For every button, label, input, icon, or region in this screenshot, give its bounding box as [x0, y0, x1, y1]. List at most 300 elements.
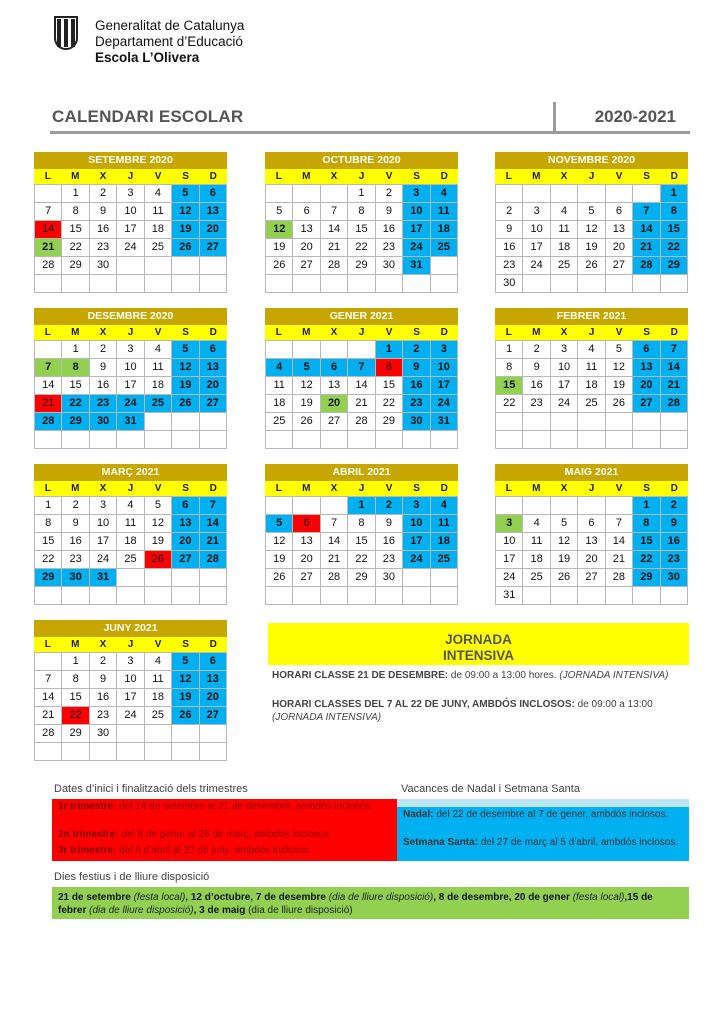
- weekday-label: J: [127, 327, 134, 338]
- day-cell: 6: [293, 515, 320, 533]
- day-cell: 25: [523, 569, 550, 587]
- weekday-label: J: [127, 171, 134, 182]
- day-cell: 28: [200, 551, 227, 569]
- festiu-1: 21 de setembre: [58, 892, 131, 903]
- day-cell: 16: [90, 221, 117, 239]
- empty-cell: [578, 587, 605, 605]
- day-cell: 15: [376, 377, 403, 395]
- day-cell: 28: [661, 395, 688, 413]
- weekday-label: S: [413, 327, 420, 338]
- weekday-label: D: [209, 327, 217, 338]
- day-cell: 28: [35, 413, 62, 431]
- empty-cell: [200, 569, 227, 587]
- day-grid: [495, 496, 688, 605]
- day-cell: 11: [117, 515, 144, 533]
- empty-cell: [578, 185, 605, 203]
- empty-cell: [606, 275, 633, 293]
- day-cell: 6: [293, 203, 320, 221]
- empty-cell: [523, 587, 550, 605]
- festiu-1-note: (festa local): [130, 892, 186, 903]
- empty-cell: [496, 413, 523, 431]
- day-cell: 28: [348, 413, 375, 431]
- trimestre-2: [58, 829, 388, 841]
- day-cell: 4: [523, 515, 550, 533]
- day-cell: 25: [266, 413, 293, 431]
- trimestre-3: [58, 845, 388, 857]
- empty-cell: [633, 413, 660, 431]
- day-cell: 29: [62, 413, 89, 431]
- month-calendar: [265, 152, 458, 293]
- day-cell: 6: [200, 653, 227, 671]
- day-cell: 14: [633, 221, 660, 239]
- day-cell: 1: [661, 185, 688, 203]
- weekday-label: J: [588, 171, 595, 182]
- day-cell: 27: [200, 395, 227, 413]
- day-cell: 20: [293, 551, 320, 569]
- day-cell: 22: [62, 707, 89, 725]
- day-cell: 26: [172, 239, 199, 257]
- day-cell: 17: [117, 377, 144, 395]
- month-name: ABRIL 2021: [265, 464, 458, 481]
- empty-cell: [90, 587, 117, 605]
- day-cell: 13: [200, 671, 227, 689]
- day-cell: 10: [496, 533, 523, 551]
- day-cell: 8: [348, 203, 375, 221]
- day-cell: 2: [523, 341, 550, 359]
- day-cell: 15: [661, 221, 688, 239]
- empty-cell: [293, 275, 320, 293]
- empty-cell: [172, 587, 199, 605]
- day-cell: 19: [266, 551, 293, 569]
- header-line-1: Generalitat de Catalunya: [95, 18, 245, 33]
- weekday-label: D: [209, 171, 217, 182]
- day-cell: 12: [606, 359, 633, 377]
- day-cell: 3: [117, 185, 144, 203]
- day-cell: 26: [172, 395, 199, 413]
- day-cell: 18: [431, 221, 458, 239]
- day-cell: 8: [62, 203, 89, 221]
- day-cell: 16: [90, 689, 117, 707]
- weekday-label: S: [643, 171, 650, 182]
- empty-cell: [551, 587, 578, 605]
- empty-cell: [62, 431, 89, 449]
- jornada-title-2: INTENSIVA: [442, 648, 514, 663]
- day-cell: 14: [606, 533, 633, 551]
- day-cell: 25: [145, 395, 172, 413]
- weekday-label: D: [670, 171, 678, 182]
- day-cell: 28: [35, 257, 62, 275]
- day-cell: 11: [431, 203, 458, 221]
- day-grid: [34, 340, 227, 449]
- day-cell: 28: [321, 569, 348, 587]
- month-name: SETEMBRE 2020: [34, 152, 227, 169]
- day-cell: 14: [321, 221, 348, 239]
- day-cell: 15: [62, 689, 89, 707]
- day-cell: 12: [551, 533, 578, 551]
- day-cell: 11: [551, 221, 578, 239]
- day-cell: 21: [200, 533, 227, 551]
- day-cell: 19: [578, 239, 605, 257]
- day-cell: 8: [633, 515, 660, 533]
- day-cell: 18: [117, 533, 144, 551]
- day-cell: 17: [496, 551, 523, 569]
- day-cell: 2: [90, 341, 117, 359]
- empty-cell: [376, 431, 403, 449]
- day-cell: 29: [376, 413, 403, 431]
- empty-cell: [200, 587, 227, 605]
- day-cell: 12: [578, 221, 605, 239]
- day-cell: 26: [606, 395, 633, 413]
- nadal-text: del 22 de desembre al 7 de gener, ambdós inclosos.: [433, 809, 669, 820]
- empty-cell: [321, 341, 348, 359]
- empty-cell: [200, 257, 227, 275]
- day-cell: 25: [431, 239, 458, 257]
- day-cell: 25: [145, 707, 172, 725]
- empty-cell: [523, 497, 550, 515]
- day-cell: 23: [376, 239, 403, 257]
- day-grid: [265, 340, 458, 449]
- day-cell: 19: [551, 551, 578, 569]
- day-cell: 10: [117, 203, 144, 221]
- empty-cell: [348, 341, 375, 359]
- festius-title: Dies festius i de lliure disposició: [54, 871, 210, 883]
- month-name: FEBRER 2021: [495, 308, 688, 325]
- empty-cell: [117, 431, 144, 449]
- day-grid: [265, 496, 458, 605]
- weekday-label: L: [275, 483, 282, 494]
- weekday-header: [265, 325, 458, 340]
- empty-cell: [293, 341, 320, 359]
- empty-cell: [117, 257, 144, 275]
- day-cell: 30: [403, 413, 430, 431]
- empty-cell: [293, 185, 320, 203]
- empty-cell: [606, 185, 633, 203]
- day-cell: 25: [117, 551, 144, 569]
- day-cell: 22: [376, 395, 403, 413]
- festiu-4: ,15 de febrer: [58, 892, 653, 916]
- day-cell: 14: [200, 515, 227, 533]
- weekday-label: S: [182, 483, 189, 494]
- day-cell: 1: [348, 497, 375, 515]
- day-cell: 27: [578, 569, 605, 587]
- weekday-header: [34, 325, 227, 340]
- empty-cell: [633, 587, 660, 605]
- festiu-3-note: (festa local): [572, 892, 625, 903]
- weekday-label: X: [560, 327, 568, 338]
- day-cell: 21: [35, 239, 62, 257]
- day-cell: 23: [90, 239, 117, 257]
- day-cell: 17: [403, 533, 430, 551]
- setmana-santa-label: Setmana Santa:: [403, 837, 479, 848]
- empty-cell: [266, 341, 293, 359]
- empty-cell: [293, 431, 320, 449]
- weekday-label: L: [505, 327, 512, 338]
- day-cell: 6: [200, 341, 227, 359]
- day-cell: 20: [172, 533, 199, 551]
- weekday-label: D: [670, 483, 678, 494]
- day-cell: 21: [35, 395, 62, 413]
- weekday-label: L: [44, 327, 51, 338]
- day-grid: [34, 184, 227, 293]
- jornada-line-2-text: de 09:00 a 13:00: [574, 699, 653, 710]
- day-cell: 21: [348, 395, 375, 413]
- day-cell: 10: [431, 359, 458, 377]
- day-cell: 23: [90, 395, 117, 413]
- jornada-line-1-text: de 09:00 a 13:00 hores.: [448, 670, 560, 681]
- empty-cell: [403, 587, 430, 605]
- day-cell: 9: [90, 671, 117, 689]
- day-cell: 22: [62, 239, 89, 257]
- day-cell: 26: [172, 707, 199, 725]
- empty-cell: [117, 743, 144, 761]
- weekday-header: [34, 481, 227, 496]
- weekday-label: M: [302, 483, 311, 494]
- empty-cell: [578, 413, 605, 431]
- day-cell: 7: [348, 359, 375, 377]
- day-cell: 7: [321, 203, 348, 221]
- day-cell: 30: [62, 569, 89, 587]
- day-cell: 11: [431, 515, 458, 533]
- weekday-label: V: [154, 327, 162, 338]
- day-cell: 5: [578, 203, 605, 221]
- day-cell: 2: [403, 341, 430, 359]
- day-cell: 14: [35, 689, 62, 707]
- day-cell: 10: [403, 203, 430, 221]
- day-cell: 1: [62, 185, 89, 203]
- day-cell: 7: [633, 203, 660, 221]
- weekday-label: M: [71, 327, 80, 338]
- day-cell: 20: [293, 239, 320, 257]
- festiu-4-note: (dia de lliure disposició): [89, 905, 194, 916]
- day-cell: 25: [145, 239, 172, 257]
- weekday-label: V: [385, 171, 393, 182]
- festiu-5: , 3 de maig: [193, 905, 246, 916]
- empty-cell: [117, 569, 144, 587]
- trimestre-1-label: 1r trimestre:: [58, 801, 117, 812]
- day-cell: 9: [661, 515, 688, 533]
- day-cell: 24: [431, 395, 458, 413]
- day-cell: 19: [145, 533, 172, 551]
- day-cell: 5: [145, 497, 172, 515]
- month-name: OCTUBRE 2020: [265, 152, 458, 169]
- empty-cell: [35, 341, 62, 359]
- day-cell: 15: [62, 221, 89, 239]
- day-cell: 1: [633, 497, 660, 515]
- day-cell: 11: [523, 533, 550, 551]
- vacances-nadal: [403, 809, 683, 821]
- day-cell: 8: [496, 359, 523, 377]
- day-cell: 31: [90, 569, 117, 587]
- day-cell: 29: [348, 257, 375, 275]
- empty-cell: [606, 497, 633, 515]
- empty-cell: [523, 413, 550, 431]
- weekday-label: V: [385, 483, 393, 494]
- day-cell: 20: [200, 221, 227, 239]
- weekday-label: L: [44, 483, 51, 494]
- day-cell: 22: [661, 239, 688, 257]
- empty-cell: [35, 185, 62, 203]
- day-cell: 4: [145, 653, 172, 671]
- weekday-header: [265, 481, 458, 496]
- day-cell: 27: [633, 395, 660, 413]
- empty-cell: [117, 587, 144, 605]
- weekday-label: V: [154, 171, 162, 182]
- empty-cell: [145, 725, 172, 743]
- empty-cell: [403, 569, 430, 587]
- day-cell: 1: [348, 185, 375, 203]
- day-cell: 22: [348, 551, 375, 569]
- nadal-label: Nadal:: [403, 809, 434, 820]
- empty-cell: [403, 431, 430, 449]
- day-cell: 17: [431, 377, 458, 395]
- empty-cell: [200, 431, 227, 449]
- empty-cell: [551, 431, 578, 449]
- day-cell: 12: [172, 203, 199, 221]
- month-name: GENER 2021: [265, 308, 458, 325]
- empty-cell: [321, 185, 348, 203]
- day-cell: 1: [496, 341, 523, 359]
- day-cell: 23: [90, 707, 117, 725]
- empty-cell: [266, 185, 293, 203]
- day-cell: 24: [496, 569, 523, 587]
- day-cell: 22: [62, 395, 89, 413]
- empty-cell: [496, 185, 523, 203]
- weekday-label: M: [532, 327, 541, 338]
- day-cell: 21: [606, 551, 633, 569]
- day-cell: 27: [321, 413, 348, 431]
- month-calendar: [495, 308, 688, 449]
- day-cell: 22: [35, 551, 62, 569]
- trimestre-1-text: del 14 de setembre al 21 de desembre, ambdós inclosos.: [116, 801, 374, 812]
- day-cell: 26: [266, 569, 293, 587]
- empty-cell: [266, 497, 293, 515]
- day-cell: 19: [266, 239, 293, 257]
- day-cell: 26: [578, 257, 605, 275]
- month-calendar: [34, 152, 227, 293]
- empty-cell: [606, 413, 633, 431]
- empty-cell: [266, 431, 293, 449]
- jornada-line-1-bold: HORARI CLASSE 21 DE DESEMBRE:: [272, 670, 449, 681]
- day-cell: 8: [348, 515, 375, 533]
- day-cell: 27: [172, 551, 199, 569]
- weekday-label: M: [302, 171, 311, 182]
- day-cell: 2: [661, 497, 688, 515]
- weekday-label: V: [615, 171, 623, 182]
- empty-cell: [145, 569, 172, 587]
- weekday-label: V: [154, 483, 162, 494]
- day-cell: 25: [431, 551, 458, 569]
- weekday-label: S: [413, 483, 420, 494]
- day-cell: 5: [172, 653, 199, 671]
- jornada-title-1: JORNADA: [445, 632, 512, 647]
- empty-cell: [496, 497, 523, 515]
- empty-cell: [172, 413, 199, 431]
- empty-cell: [35, 431, 62, 449]
- weekday-label: X: [330, 327, 338, 338]
- weekday-label: S: [643, 483, 650, 494]
- day-grid: [495, 340, 688, 449]
- weekday-header: [34, 637, 227, 652]
- weekday-label: X: [330, 171, 338, 182]
- empty-cell: [293, 497, 320, 515]
- day-cell: 8: [661, 203, 688, 221]
- day-cell: 5: [551, 515, 578, 533]
- empty-cell: [431, 431, 458, 449]
- month-calendar: [265, 464, 458, 605]
- day-cell: 30: [496, 275, 523, 293]
- day-cell: 19: [293, 395, 320, 413]
- day-grid: [265, 184, 458, 293]
- jornada-line-2-italic: (JORNADA INTENSIVA): [272, 712, 382, 723]
- day-cell: 30: [376, 257, 403, 275]
- day-cell: 7: [35, 203, 62, 221]
- empty-cell: [431, 257, 458, 275]
- day-cell: 7: [35, 671, 62, 689]
- day-cell: 5: [266, 515, 293, 533]
- day-cell: 10: [90, 515, 117, 533]
- month-name: MARÇ 2021: [34, 464, 227, 481]
- month-name: JUNY 2021: [34, 620, 227, 637]
- day-cell: 18: [578, 377, 605, 395]
- weekday-label: X: [330, 483, 338, 494]
- day-cell: 31: [117, 413, 144, 431]
- empty-cell: [661, 431, 688, 449]
- day-cell: 24: [117, 239, 144, 257]
- day-cell: 24: [523, 257, 550, 275]
- day-cell: 11: [145, 671, 172, 689]
- day-cell: 21: [321, 239, 348, 257]
- day-cell: 12: [266, 533, 293, 551]
- day-cell: 15: [633, 533, 660, 551]
- empty-cell: [145, 257, 172, 275]
- weekday-label: X: [560, 483, 568, 494]
- empty-cell: [523, 185, 550, 203]
- day-cell: 2: [496, 203, 523, 221]
- day-cell: 6: [578, 515, 605, 533]
- weekday-label: V: [615, 327, 623, 338]
- weekday-label: X: [99, 327, 107, 338]
- day-cell: 30: [376, 569, 403, 587]
- day-cell: 13: [633, 359, 660, 377]
- day-cell: 19: [172, 221, 199, 239]
- day-cell: 16: [496, 239, 523, 257]
- day-cell: 4: [551, 203, 578, 221]
- day-cell: 27: [200, 707, 227, 725]
- day-cell: 20: [606, 239, 633, 257]
- day-cell: 13: [321, 377, 348, 395]
- empty-cell: [661, 275, 688, 293]
- day-cell: 26: [145, 551, 172, 569]
- month-calendar: [34, 308, 227, 449]
- festiu-3: , 8 de desembre, 20 de gener: [433, 892, 573, 903]
- day-cell: 21: [633, 239, 660, 257]
- weekday-header: [495, 169, 688, 184]
- weekday-label: S: [182, 327, 189, 338]
- day-cell: 14: [321, 533, 348, 551]
- weekday-label: J: [588, 327, 595, 338]
- empty-cell: [551, 497, 578, 515]
- festiu-2-note: (dia de lliure disposició): [328, 892, 434, 903]
- weekday-label: L: [505, 171, 512, 182]
- weekday-label: V: [154, 639, 162, 650]
- weekday-label: D: [670, 327, 678, 338]
- day-cell: 28: [606, 569, 633, 587]
- day-cell: 15: [496, 377, 523, 395]
- day-cell: 3: [523, 203, 550, 221]
- empty-cell: [403, 275, 430, 293]
- day-cell: 14: [35, 221, 62, 239]
- day-cell: 16: [523, 377, 550, 395]
